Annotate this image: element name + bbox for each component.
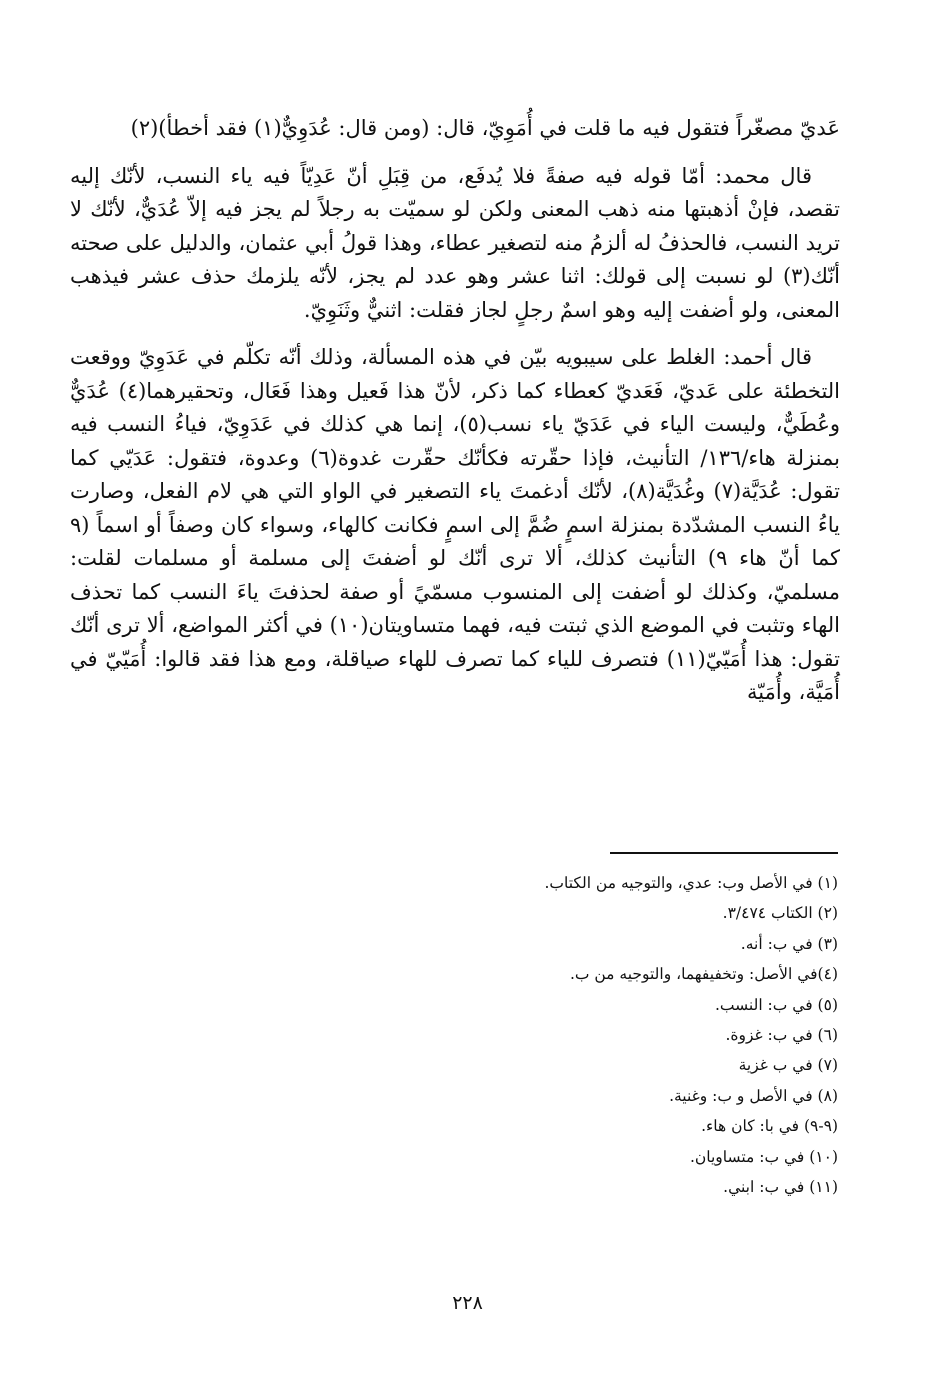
footnote-separator <box>610 852 838 854</box>
footnote-2: (٢) الكتاب ٣/٤٧٤. <box>722 904 838 923</box>
paragraph-3: قال أحمد: الغلط على سيبويه بيّن في هذه المسألة، وذلك أنّه تكلّم في عَدَوِيّ ووقعت التخطئة على عَديّ، فَعَديّ كعطاء كما ذكر، لأنّ هذا فَعيل وهذا فَعَال، وتحقيرهما(٤) عُدَيٌّ وعُطَيٌّ، وليست الياء في عَدَيّ ياء نسب(٥)، إنما هي كذلك في عَدَوِيّ، فياءُ النسب فيه بمنزلة هاء/١٣٦/ التأنيث، فإذا حقّرته فكأنّك حقّرت غدوة(٦) وعدوة، فتقول: عَدَيّي كما تقول: عُدَيَّة(٧) وغُدَيَّة(٨)، لأنّك أدغمتَ ياء التصغير في الواو التي هي لام الفعل، وصارت ياءُ النسب المشدّدة بمنزلة اسمٍ ضُمَّ إلى اسمٍ فكانت كالهاء، وسواء كان وصفاً أو اسماً (٩ كما أنّ هاء ٩) التأنيث كذلك، ألا ترى أنّك لو أضفتَ إلى مسلمة أو مسلمات لقلت: مسلميّ، وكذلك لو أضفت إلى المنسوب مسمّيً أو صفة لحذفتَ ياءَ النسب كما تحذف الهاء وتثبت في الموضع الذي ثبتت فيه، فهما متساويتان(١٠) في أكثر المواضع، ألا ترى أنّك تقول: هذا أُمَيّيّ(١١) فتصرف للياء كما تصرف للهاء صياقلة، ومع هذا فقد قالوا: أُمَيّيّ في أُمَيَّة، وأُمَيّة <box>70 345 841 704</box>
footnote-11: (١١) في ب: ابني. <box>723 1178 838 1197</box>
footnote-9: (٩-٩) في با: كان هاء. <box>701 1117 838 1136</box>
footnote-6: (٦) في ب: غزوة. <box>725 1026 838 1045</box>
footnote-8: (٨) في الأصل و ب: وغنية. <box>669 1086 838 1105</box>
footnote-10: (١٠) في ب: متساويان. <box>689 1147 838 1166</box>
footnotes-list <box>300 868 838 1202</box>
footnote-7: (٧) في ب غزية <box>738 1056 838 1075</box>
footnote-1: (١) في الأصل وب: عدي، والتوجيه من الكتاب. <box>544 874 838 892</box>
footnote-4: (٤)في الأصل: وتخفيفهما، والتوجيه من ب. <box>569 965 838 984</box>
footnote-5: (٥) في ب: النسب. <box>714 995 838 1014</box>
footnote-3: (٣) في ب: أنه. <box>740 934 838 953</box>
main-text <box>70 112 840 710</box>
page-number: ٢٢٨ <box>452 1292 483 1314</box>
paragraph-2: قال محمد: أمّا قوله فيه صفةً فلا يُدفَع، من قِبَلِ أنّ عَدِيّاً فيه ياء النسب، لأنّك إليه تقصد، فإنْ أذهبتها منه ذهب المعنى ولكن لو سميّت به رجلاً لم يجز فيه إلاّ عُدَيٌّ، لأنّك لا تريد النسب، فالحذفُ له ألزمُ منه لتصغير عطاء، وهذا قولُ أبي عثمان، والدليل على صحته أنّك(٣) لو نسبت إلى قولك: اثنا عشر وهو عدد لم يجز، لأنّه يلزمك حذف عشر فيذهب المعنى، ولو أضفت إليه وهو اسمٌ رجلٍ لجاز فقلت: اثنيٌّ وثَنَوِيّ. <box>70 163 840 322</box>
paragraph-1: عَديّ مصغّراً فتقول فيه ما قلت في أُمَوِيّ، قال: (ومن قال: عُدَوِيٌّ(١) فقد أخطأ)(٢) <box>130 116 840 140</box>
